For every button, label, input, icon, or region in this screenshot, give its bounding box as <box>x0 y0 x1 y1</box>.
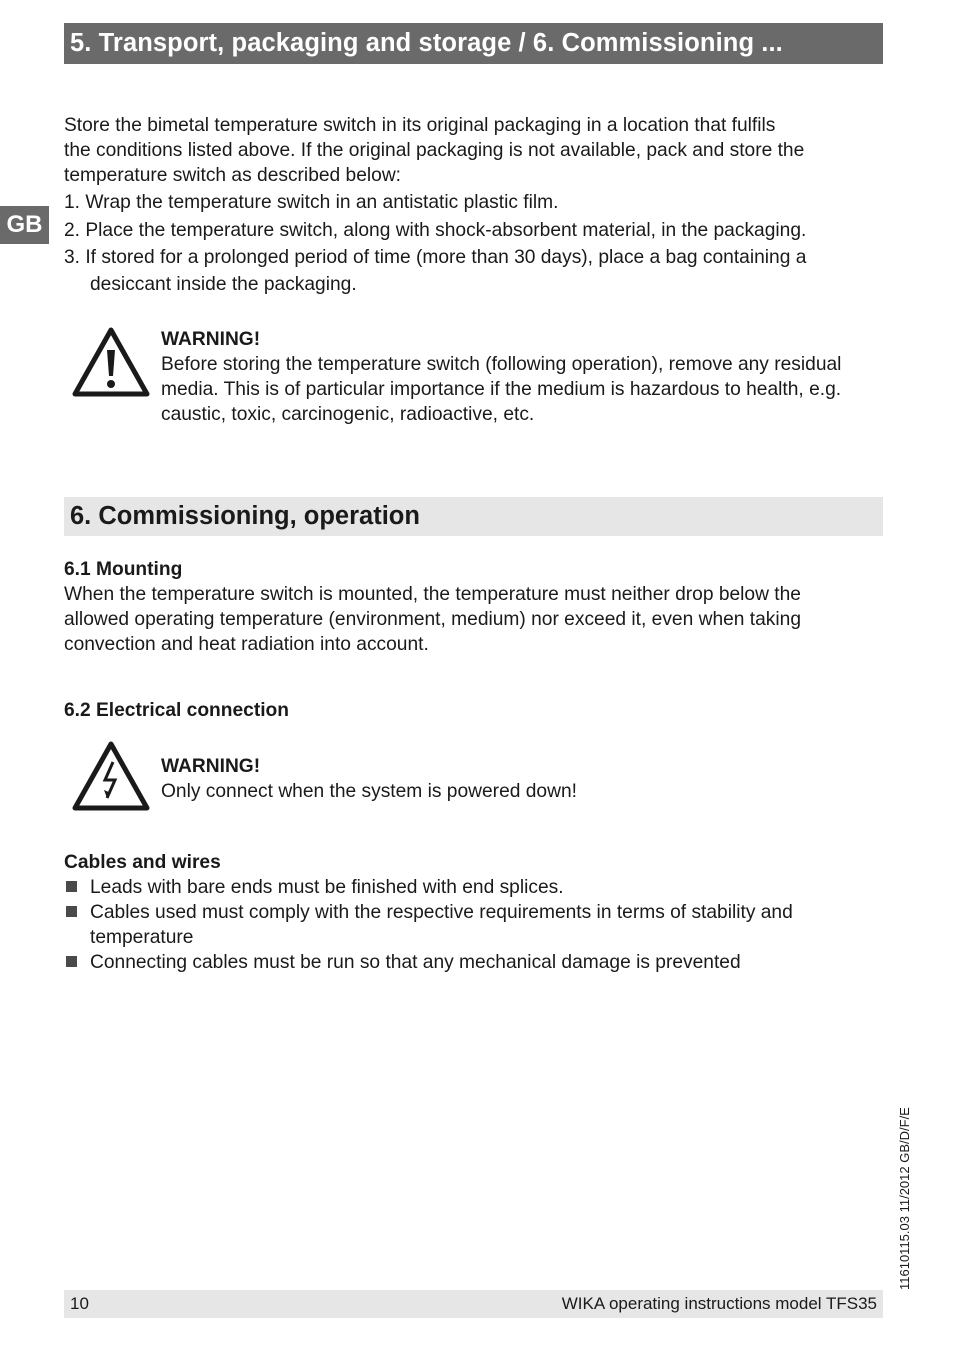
page-header-title: 5. Transport, packaging and storage / 6. Commissioning ... <box>70 29 783 57</box>
language-tab: GB <box>0 206 49 244</box>
subsection-heading-electrical: 6.2 Electrical connection <box>64 700 290 721</box>
storage-step: 2. Place the temperature switch, along with shock-absorbent material, in the packaging. <box>64 220 807 241</box>
bullet-square-icon <box>66 956 77 967</box>
warning-block-storage <box>161 327 841 427</box>
document-code: 11610115.03 11/2012 GB/D/F/E <box>897 1107 912 1290</box>
bullet-square-icon <box>66 881 77 892</box>
mounting-text-line: allowed operating temperature (environment, medium) nor exceed it, even when taking <box>64 609 801 630</box>
storage-intro-line: the conditions listed above. If the original packaging is not available, pack and store the <box>64 140 805 161</box>
warning-triangle-icon <box>71 326 151 398</box>
bullet-square-icon <box>66 906 77 917</box>
storage-intro-line: Store the bimetal temperature switch in its original packaging in a location that fulfils <box>64 115 776 136</box>
storage-step: 3. If stored for a prolonged period of time (more than 30 days), place a bag containing a <box>64 247 807 268</box>
storage-step-continuation: desiccant inside the packaging. <box>90 274 357 295</box>
page-number: 10 <box>70 1294 89 1313</box>
warning-text-line: Only connect when the system is powered down! <box>161 781 577 802</box>
section-heading: 6. Commissioning, operation <box>70 502 420 530</box>
mounting-text-line: When the temperature switch is mounted, the temperature must neither drop below the <box>64 584 801 605</box>
warning-block-electrical <box>161 754 577 804</box>
storage-step: 1. Wrap the temperature switch in an antistatic plastic film. <box>64 192 559 213</box>
warning-text-line: Before storing the temperature switch (following operation), remove any residual <box>161 354 842 375</box>
storage-intro-line: temperature switch as described below: <box>64 165 402 186</box>
page-header-bar <box>64 23 883 64</box>
section-heading-bar <box>64 497 883 536</box>
footer-doc-title: WIKA operating instructions model TFS35 <box>561 1294 877 1313</box>
warning-text-line: caustic, toxic, carcinogenic, radioactive, etc. <box>161 404 535 425</box>
mounting-text-line: convection and heat radiation into account. <box>64 634 429 655</box>
warning-title: WARNING! <box>161 756 261 777</box>
page-footer <box>64 1290 883 1318</box>
cables-bullet-item: Leads with bare ends must be finished with end splices. <box>90 877 564 898</box>
warning-title: WARNING! <box>161 329 261 350</box>
cables-heading: Cables and wires <box>64 852 221 873</box>
cables-bullet-item: Connecting cables must be run so that any mechanical damage is prevented <box>90 952 741 973</box>
warning-text-line: media. This is of particular importance if the medium is hazardous to health, e.g. <box>161 379 842 400</box>
cables-bullet-continuation: temperature <box>90 927 194 948</box>
subsection-heading-mounting: 6.1 Mounting <box>64 559 183 580</box>
electrical-hazard-icon <box>71 740 151 812</box>
cables-bullet-item: Cables used must comply with the respective requirements in terms of stability and <box>90 902 793 923</box>
